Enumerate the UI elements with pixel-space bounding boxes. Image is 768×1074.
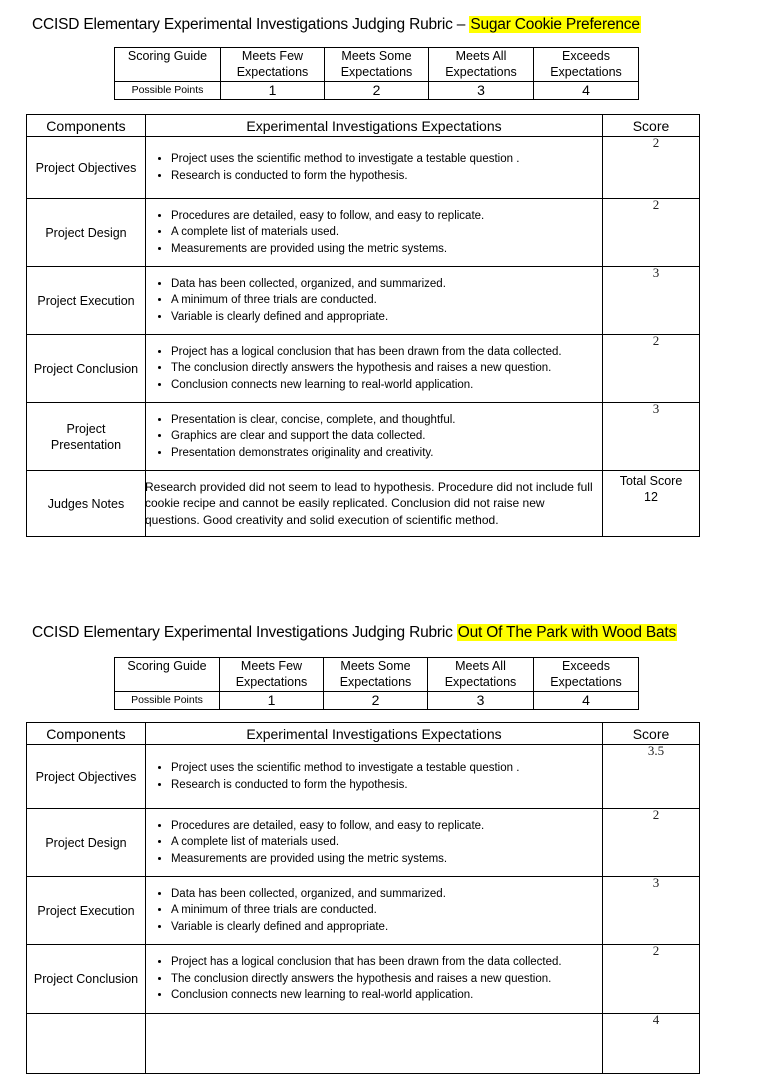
score-cell[interactable] xyxy=(603,267,700,335)
header-score: Score xyxy=(603,115,700,137)
score-value: 3.5 xyxy=(647,743,665,758)
expectations-cell xyxy=(146,877,603,945)
expectation-item: • Presentation demonstrates originality and creativity. xyxy=(171,445,602,462)
component-label: Project Execution xyxy=(27,877,146,945)
guide-possible-points-label: Possible Points xyxy=(115,82,221,100)
expectation-item: • Data has been collected, organized, and summarized. xyxy=(171,276,602,293)
expectations-cell xyxy=(146,267,603,335)
title-prefix: CCISD Elementary Experimental Investigations Judging Rubric xyxy=(32,624,457,641)
score-value: 4 xyxy=(652,1012,660,1027)
guide-header-meets-some: Meets Some Expectations xyxy=(324,658,428,692)
expectation-item: • Conclusion connects new learning to real-world application. xyxy=(171,377,602,394)
table-row xyxy=(27,945,700,1014)
guide-header-meets-all: Meets All Expectations xyxy=(428,658,534,692)
component-label: Project Conclusion xyxy=(27,945,146,1014)
guide-points-2: 2 xyxy=(324,692,428,710)
total-score-label: Total Score xyxy=(619,474,683,488)
project-name-highlight: Out Of The Park with Wood Bats xyxy=(457,624,677,641)
guide-points-3: 3 xyxy=(429,82,534,100)
expectation-item: • Project uses the scientific method to investigate a testable question . xyxy=(171,760,602,777)
header-components: Components xyxy=(27,115,146,137)
expectation-item: • Project uses the scientific method to investigate a testable question . xyxy=(171,151,602,168)
score-cell[interactable] xyxy=(603,1014,700,1074)
expectations-cell xyxy=(146,945,603,1014)
expectations-cell xyxy=(146,137,603,199)
expectation-item: • Presentation is clear, concise, complete, and thoughtful. xyxy=(171,412,602,429)
expectation-item: • A complete list of materials used. xyxy=(171,834,602,851)
score-value: 3 xyxy=(652,401,660,416)
header-score: Score xyxy=(603,723,700,745)
score-cell[interactable] xyxy=(603,809,700,877)
expectation-item: • A minimum of three trials are conducted. xyxy=(171,292,602,309)
component-label: Project Design xyxy=(27,199,146,267)
score-cell[interactable] xyxy=(603,945,700,1014)
component-label: Project Design xyxy=(27,809,146,877)
judges-notes-text: Research provided did not seem to lead to hypothesis. Procedure did not include full cookie recipe and cannot be easily replicated. Conclusion did not raise new questions. Good creativity and solid execution of scientific method. xyxy=(145,479,593,527)
expectations-cell xyxy=(146,1014,603,1074)
guide-header-exceeds: Exceeds Expectations xyxy=(534,48,639,82)
scoring-guide-table xyxy=(114,657,639,710)
rubric-table xyxy=(26,114,700,537)
header-expectations: Experimental Investigations Expectations xyxy=(146,723,603,745)
expectation-item: • Project has a logical conclusion that has been drawn from the data collected. xyxy=(171,344,602,361)
expectation-item: • Project has a logical conclusion that has been drawn from the data collected. xyxy=(171,954,602,971)
scoring-guide-table xyxy=(114,47,639,100)
component-label: Project Presentation xyxy=(27,403,146,471)
table-row xyxy=(27,267,700,335)
expectation-item: • Variable is clearly defined and appropriate. xyxy=(171,309,602,326)
guide-points-4: 4 xyxy=(534,82,639,100)
table-row xyxy=(27,745,700,809)
guide-points-1: 1 xyxy=(221,82,325,100)
expectation-item: • A minimum of three trials are conducted. xyxy=(171,902,602,919)
guide-header-meets-all: Meets All Expectations xyxy=(429,48,534,82)
guide-header-meets-few: Meets Few Expectations xyxy=(220,658,324,692)
guide-header-scoring-guide: Scoring Guide xyxy=(115,658,220,692)
table-row xyxy=(27,335,700,403)
expectations-cell xyxy=(146,809,603,877)
score-cell[interactable] xyxy=(603,199,700,267)
table-row xyxy=(27,809,700,877)
table-row xyxy=(27,199,700,267)
table-row xyxy=(27,137,700,199)
guide-points-2: 2 xyxy=(325,82,429,100)
header-components: Components xyxy=(27,723,146,745)
expectation-item: • Procedures are detailed, easy to follow, and easy to replicate. xyxy=(171,818,602,835)
score-value: 2 xyxy=(652,197,660,212)
component-label: Project Conclusion xyxy=(27,335,146,403)
score-value: 2 xyxy=(652,135,660,150)
guide-points-4: 4 xyxy=(534,692,639,710)
expectation-item: • A complete list of materials used. xyxy=(171,224,602,241)
header-expectations: Experimental Investigations Expectations xyxy=(146,115,603,137)
expectation-item: • The conclusion directly answers the hypothesis and raises a new question. xyxy=(171,971,602,988)
project-name-highlight: Sugar Cookie Preference xyxy=(470,16,640,33)
guide-header-scoring-guide: Scoring Guide xyxy=(115,48,221,82)
score-value: 3 xyxy=(652,875,660,890)
score-cell[interactable] xyxy=(603,403,700,471)
expectation-item: • The conclusion directly answers the hypothesis and raises a new question. xyxy=(171,360,602,377)
table-row-judges-notes xyxy=(27,471,700,537)
expectation-item: • Data has been collected, organized, and summarized. xyxy=(171,886,602,903)
expectation-item: • Conclusion connects new learning to real-world application. xyxy=(171,987,602,1004)
guide-possible-points-label: Possible Points xyxy=(115,692,220,710)
score-cell[interactable] xyxy=(603,877,700,945)
expectations-cell xyxy=(146,745,603,809)
expectation-item: • Measurements are provided using the metric systems. xyxy=(171,241,602,258)
score-value: 3 xyxy=(652,265,660,280)
guide-points-3: 3 xyxy=(428,692,534,710)
table-row xyxy=(27,877,700,945)
expectation-item: • Measurements are provided using the metric systems. xyxy=(171,851,602,868)
component-label: Project Objectives xyxy=(27,137,146,199)
expectations-cell xyxy=(146,335,603,403)
score-value: 2 xyxy=(652,943,660,958)
score-cell[interactable] xyxy=(603,137,700,199)
guide-header-meets-few: Meets Few Expectations xyxy=(221,48,325,82)
expectation-item: • Graphics are clear and support the data collected. xyxy=(171,428,602,445)
expectation-item: • Procedures are detailed, easy to follow, and easy to replicate. xyxy=(171,208,602,225)
component-label: Project Objectives xyxy=(27,745,146,809)
score-cell[interactable] xyxy=(603,335,700,403)
judges-notes-label: Judges Notes xyxy=(27,471,146,537)
guide-points-1: 1 xyxy=(220,692,324,710)
total-score-value: 12 xyxy=(644,490,658,504)
score-cell[interactable] xyxy=(603,745,700,809)
table-row xyxy=(27,1014,700,1074)
expectations-cell xyxy=(146,199,603,267)
guide-header-exceeds: Exceeds Expectations xyxy=(534,658,639,692)
component-label xyxy=(27,1014,146,1074)
score-value: 2 xyxy=(652,333,660,348)
expectation-item: • Research is conducted to form the hypothesis. xyxy=(171,777,602,794)
guide-header-meets-some: Meets Some Expectations xyxy=(325,48,429,82)
expectation-item: • Research is conducted to form the hypothesis. xyxy=(171,168,602,185)
expectations-cell xyxy=(146,403,603,471)
expectation-item: • Variable is clearly defined and appropriate. xyxy=(171,919,602,936)
rubric-title xyxy=(32,16,641,34)
table-row xyxy=(27,403,700,471)
title-prefix: CCISD Elementary Experimental Investigations Judging Rubric – xyxy=(32,16,470,33)
component-label: Project Execution xyxy=(27,267,146,335)
judges-notes-cell[interactable] xyxy=(146,471,603,537)
score-value: 2 xyxy=(652,807,660,822)
rubric-title xyxy=(32,624,677,642)
rubric-table xyxy=(26,722,700,1074)
total-score-cell xyxy=(603,471,700,537)
